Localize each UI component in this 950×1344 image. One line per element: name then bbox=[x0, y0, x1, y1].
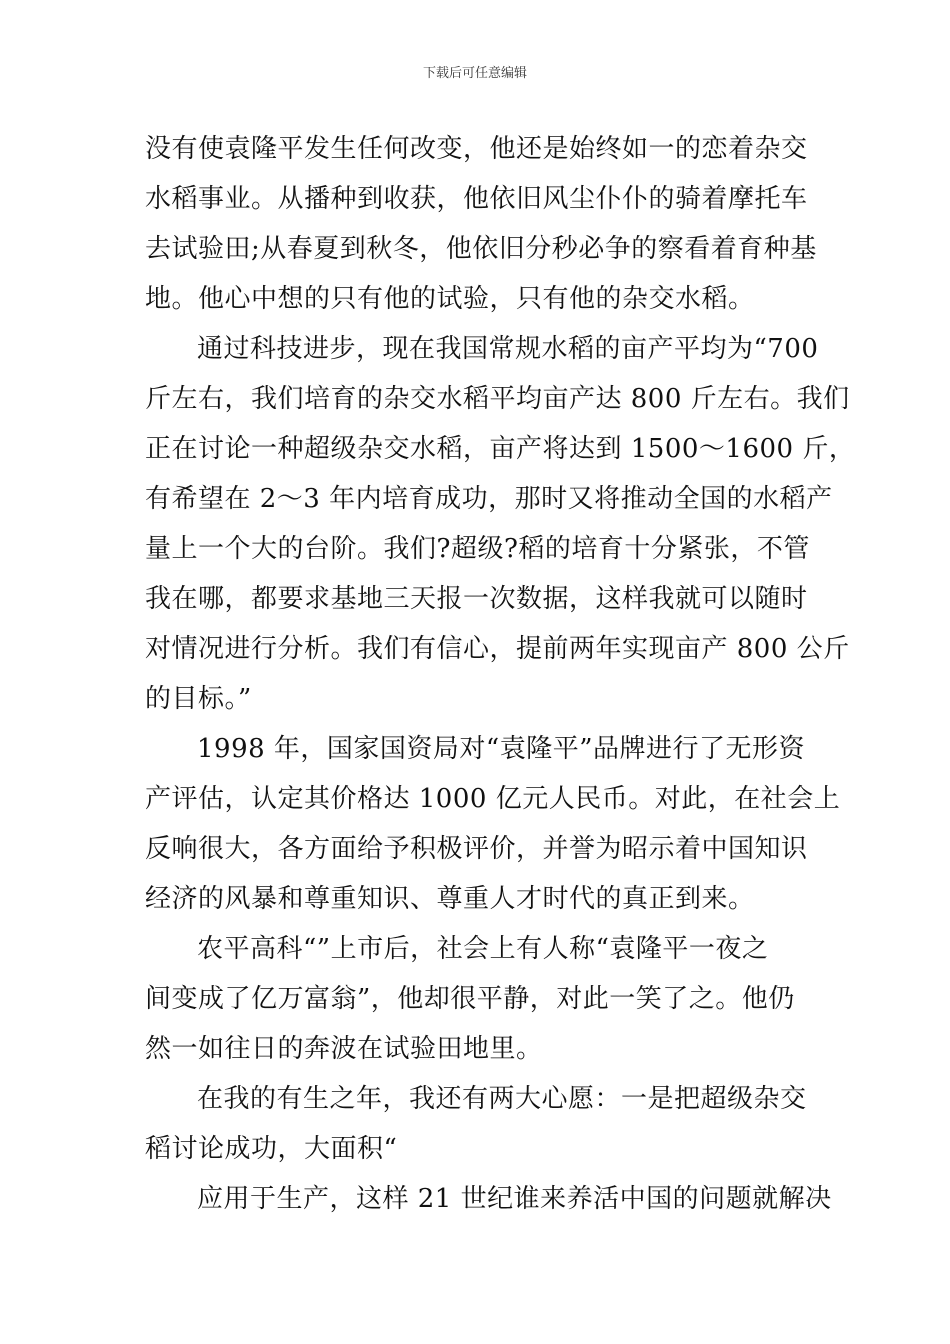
text-line: 通过科技进步，现在我国常规水稻的亩产平均为“700 bbox=[197, 334, 819, 364]
paragraph bbox=[145, 924, 805, 1074]
text-line: 水稻事业。从播种到收获，他依旧风尘仆仆的骑着摩托车 bbox=[145, 184, 808, 214]
text-line: 斤左右，我们培育的杂交水稻平均亩产达 800 斤左右。我们 bbox=[145, 384, 850, 414]
paragraph bbox=[145, 724, 841, 924]
paragraph bbox=[145, 1174, 832, 1224]
paragraph bbox=[145, 124, 817, 324]
text-line: 在我的有生之年，我还有两大心愿：一是把超级杂交 bbox=[197, 1084, 807, 1114]
text-line: 经济的风暴和尊重知识、尊重人才时代的真正到来。 bbox=[145, 884, 755, 914]
text-line: 稻讨论成功，大面积“ bbox=[145, 1134, 398, 1164]
text-line: 的目标。” bbox=[145, 684, 252, 714]
document-body bbox=[145, 124, 856, 1224]
text-line: 我在哪，都要求基地三天报一次数据，这样我就可以随时 bbox=[145, 584, 808, 614]
text-line: 间变成了亿万富翁”，他却很平静，对此一笑了之。他仍 bbox=[145, 984, 795, 1014]
text-line: 去试验田;从春夏到秋冬，他依旧分秒必争的察看着育种基 bbox=[145, 234, 817, 264]
text-line: 没有使袁隆平发生任何改变，他还是始终如一的恋着杂交 bbox=[145, 134, 808, 164]
text-line: 对情况进行分析。我们有信心，提前两年实现亩产 800 公斤 bbox=[145, 634, 850, 664]
text-line: 地。他心中想的只有他的试验，只有他的杂交水稻。 bbox=[145, 284, 755, 314]
text-line: 正在讨论一种超级杂交水稻，亩产将达到 1500～1600 斤， bbox=[145, 434, 856, 464]
text-line: 1998 年，国家国资局对“袁隆平”品牌进行了无形资 bbox=[197, 734, 806, 764]
text-line: 有希望在 2～3 年内培育成功，那时又将推动全国的水稻产 bbox=[145, 484, 833, 514]
text-line: 然一如往日的奔波在试验田地里。 bbox=[145, 1034, 543, 1064]
text-line: 应用于生产，这样 21 世纪谁来养活中国的问题就解决 bbox=[197, 1184, 832, 1214]
text-line: 量上一个大的台阶。我们?超级?稻的培育十分紧张，不管 bbox=[145, 534, 810, 564]
text-line: 反响很大，各方面给予积极评价，并誉为昭示着中国知识 bbox=[145, 834, 808, 864]
text-line: 产评估，认定其价格达 1000 亿元人民币。对此，在社会上 bbox=[145, 784, 841, 814]
paragraph bbox=[145, 1074, 805, 1174]
text-line: 农平高科“”上市后，社会上有人称“袁隆平一夜之 bbox=[197, 934, 769, 964]
paragraph bbox=[145, 324, 856, 724]
page-header: 下载后可任意编辑 bbox=[422, 66, 527, 81]
